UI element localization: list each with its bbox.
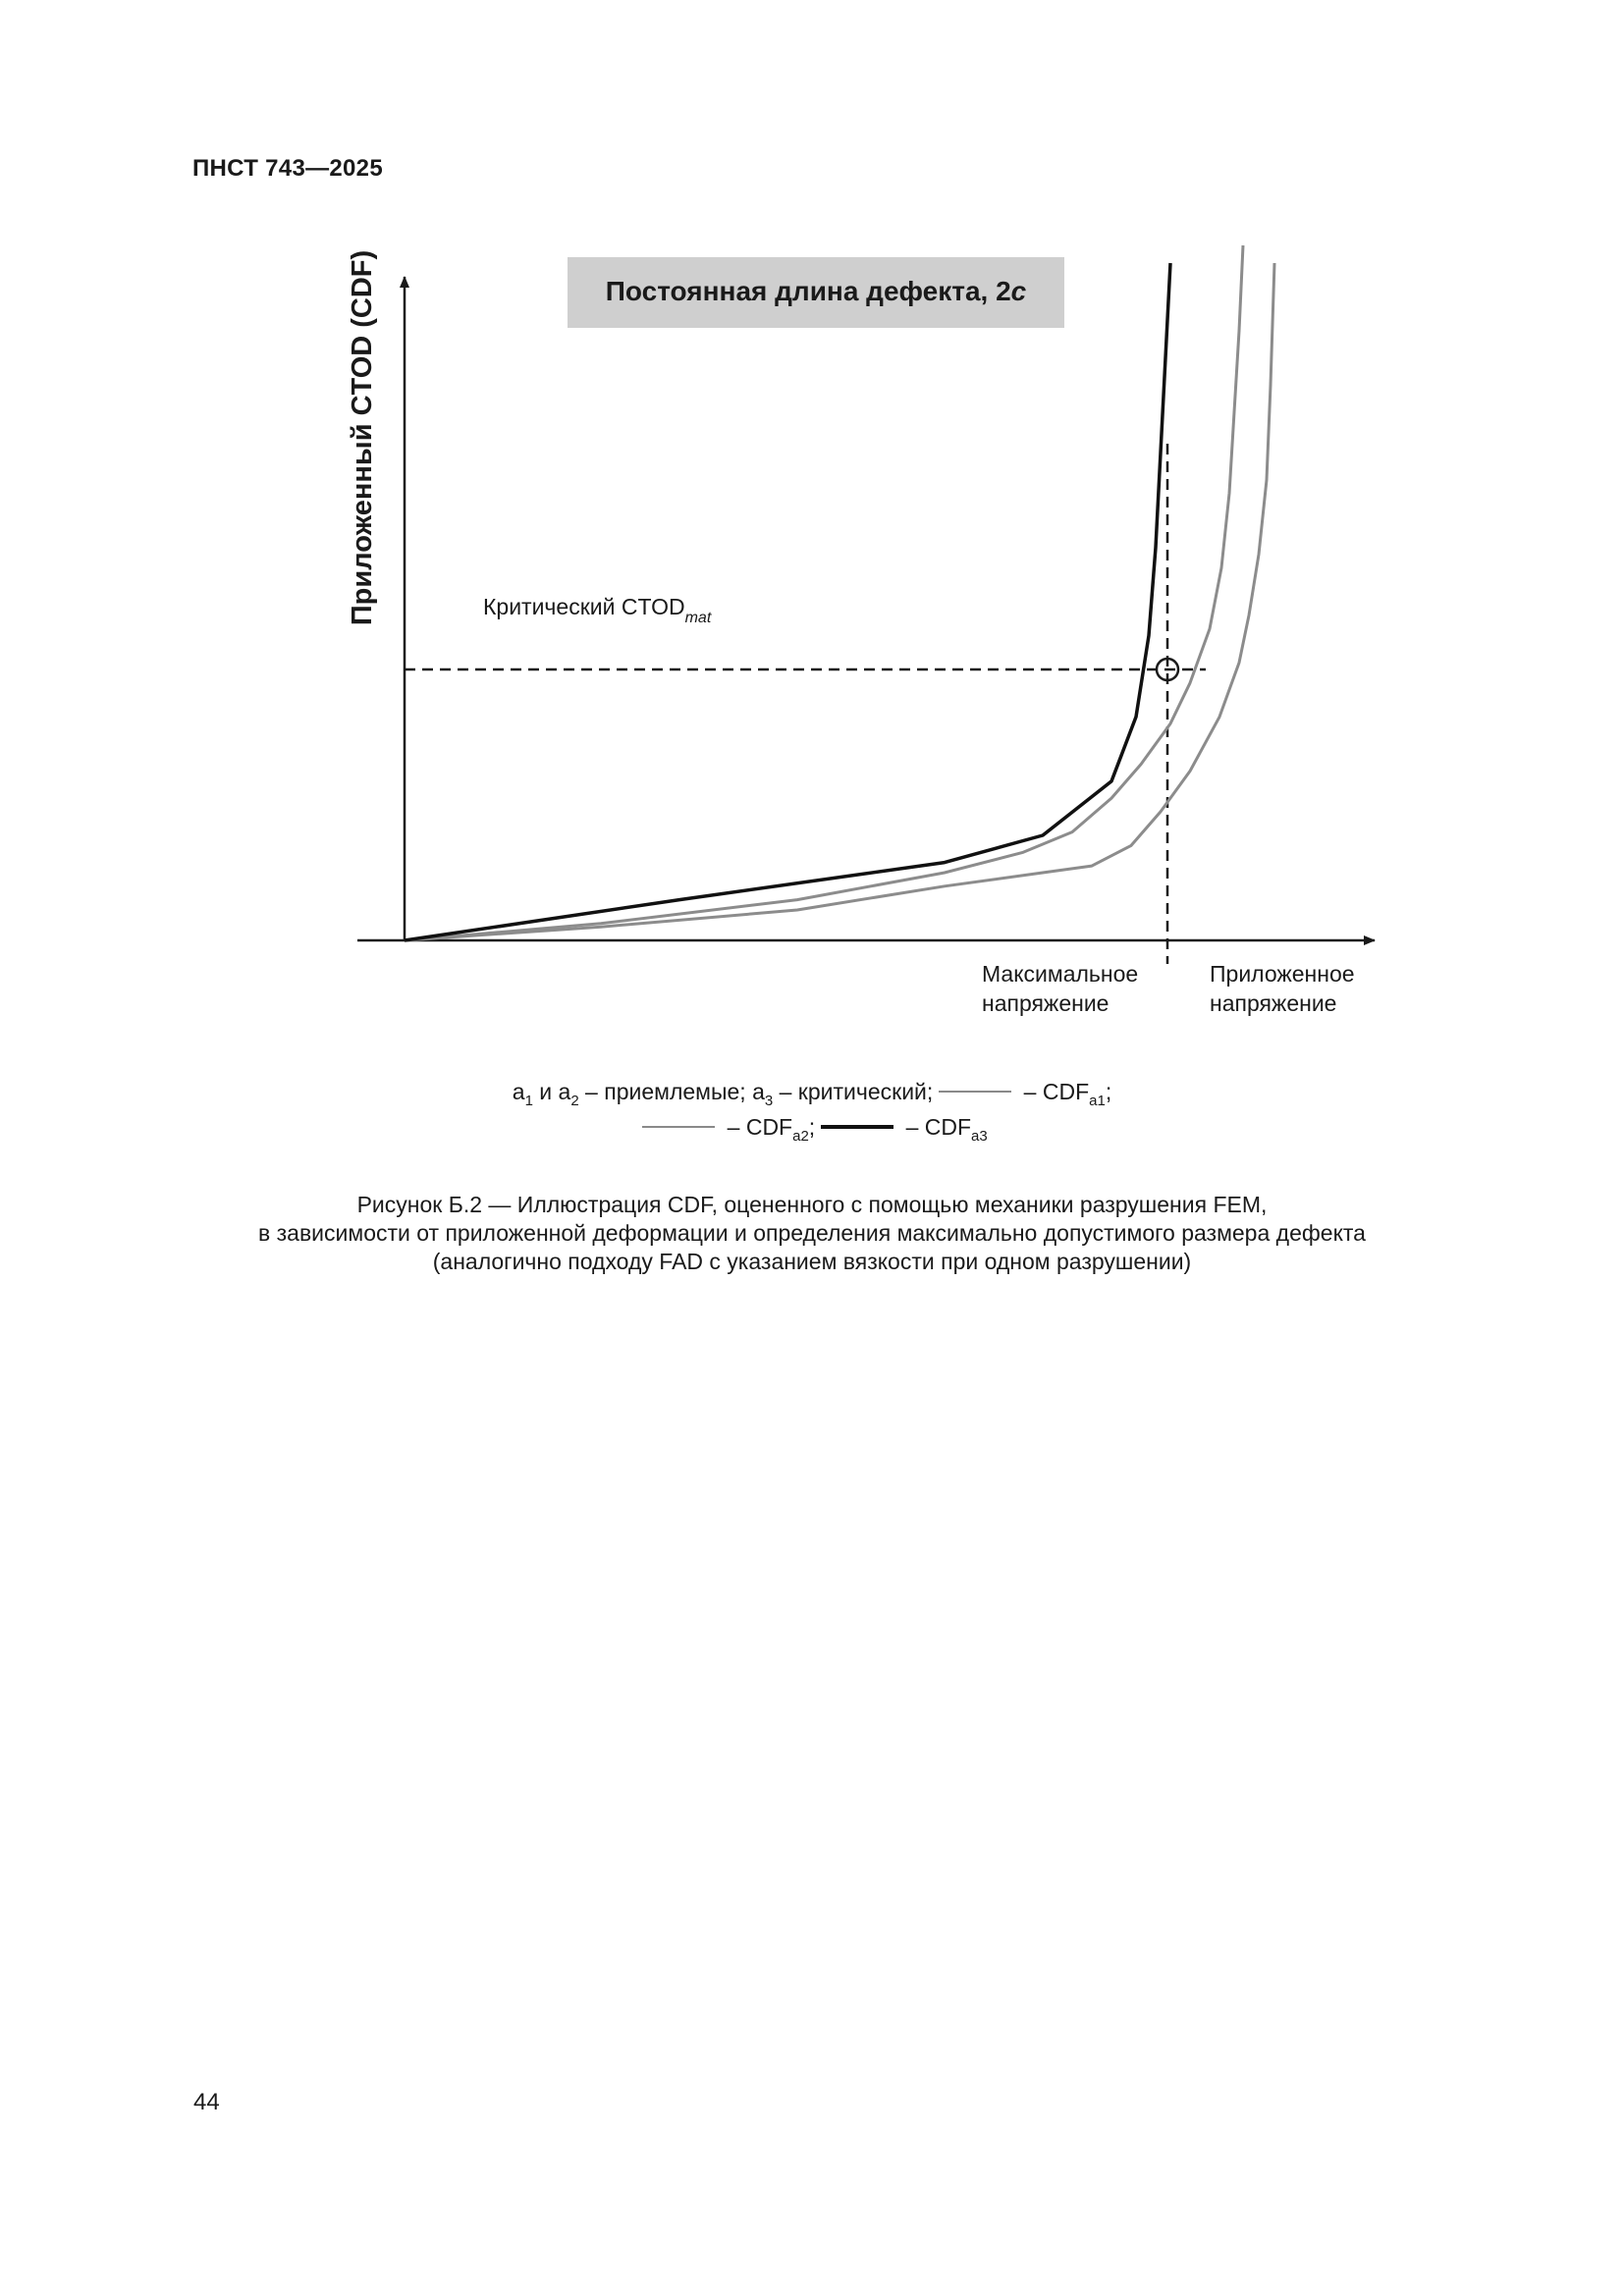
page-number: 44 xyxy=(193,2089,220,2115)
max-stress-label-line2: напряжение xyxy=(982,990,1110,1016)
legend-swatch-a3 xyxy=(821,1125,893,1129)
legend-line-1: $a_1$ и $a_2$ – приемлемые; $a_3$ – критический; – $CDF_{a1}$; xyxy=(512,1079,1112,1109)
figure-legend xyxy=(0,1074,1624,1145)
legend-swatch-a1 xyxy=(939,1091,1011,1093)
legend-swatch-a2 xyxy=(642,1126,715,1128)
chart-series xyxy=(405,245,1274,940)
max-stress-label-line1: Максимальное xyxy=(982,961,1139,987)
series-line-2 xyxy=(405,245,1243,940)
caption-line-1: Рисунок Б.2 — Иллюстрация CDF, оцененного с помощью механики разрушения FEM, xyxy=(356,1192,1268,1217)
cdf-chart xyxy=(0,0,1624,1060)
y-axis-label: Приложенный CTOD (CDF) xyxy=(347,249,378,626)
caption-line-2: в зависимости от приложенной деформации и определения максимально допустимого размера дефекта xyxy=(258,1220,1366,1246)
caption-line-3: (аналогично подходу FAD с указанием вязкости при одном разрушении) xyxy=(432,1249,1192,1274)
x-axis-label-line2: напряжение xyxy=(1210,990,1337,1016)
x-axis-label-line1: Приложенное xyxy=(1210,961,1355,987)
legend-line-2: – $CDF_{a2}$; – $CDF_{a3}$ xyxy=(0,1109,1624,1145)
document-code: ПНСТ 743—2025 xyxy=(192,155,383,182)
figure-caption xyxy=(0,1191,1624,1276)
critical-ctod-label: Критический $CTOD_{mat}$ xyxy=(483,594,712,626)
chart-title: Постоянная длина дефекта, 2c xyxy=(605,276,1027,306)
